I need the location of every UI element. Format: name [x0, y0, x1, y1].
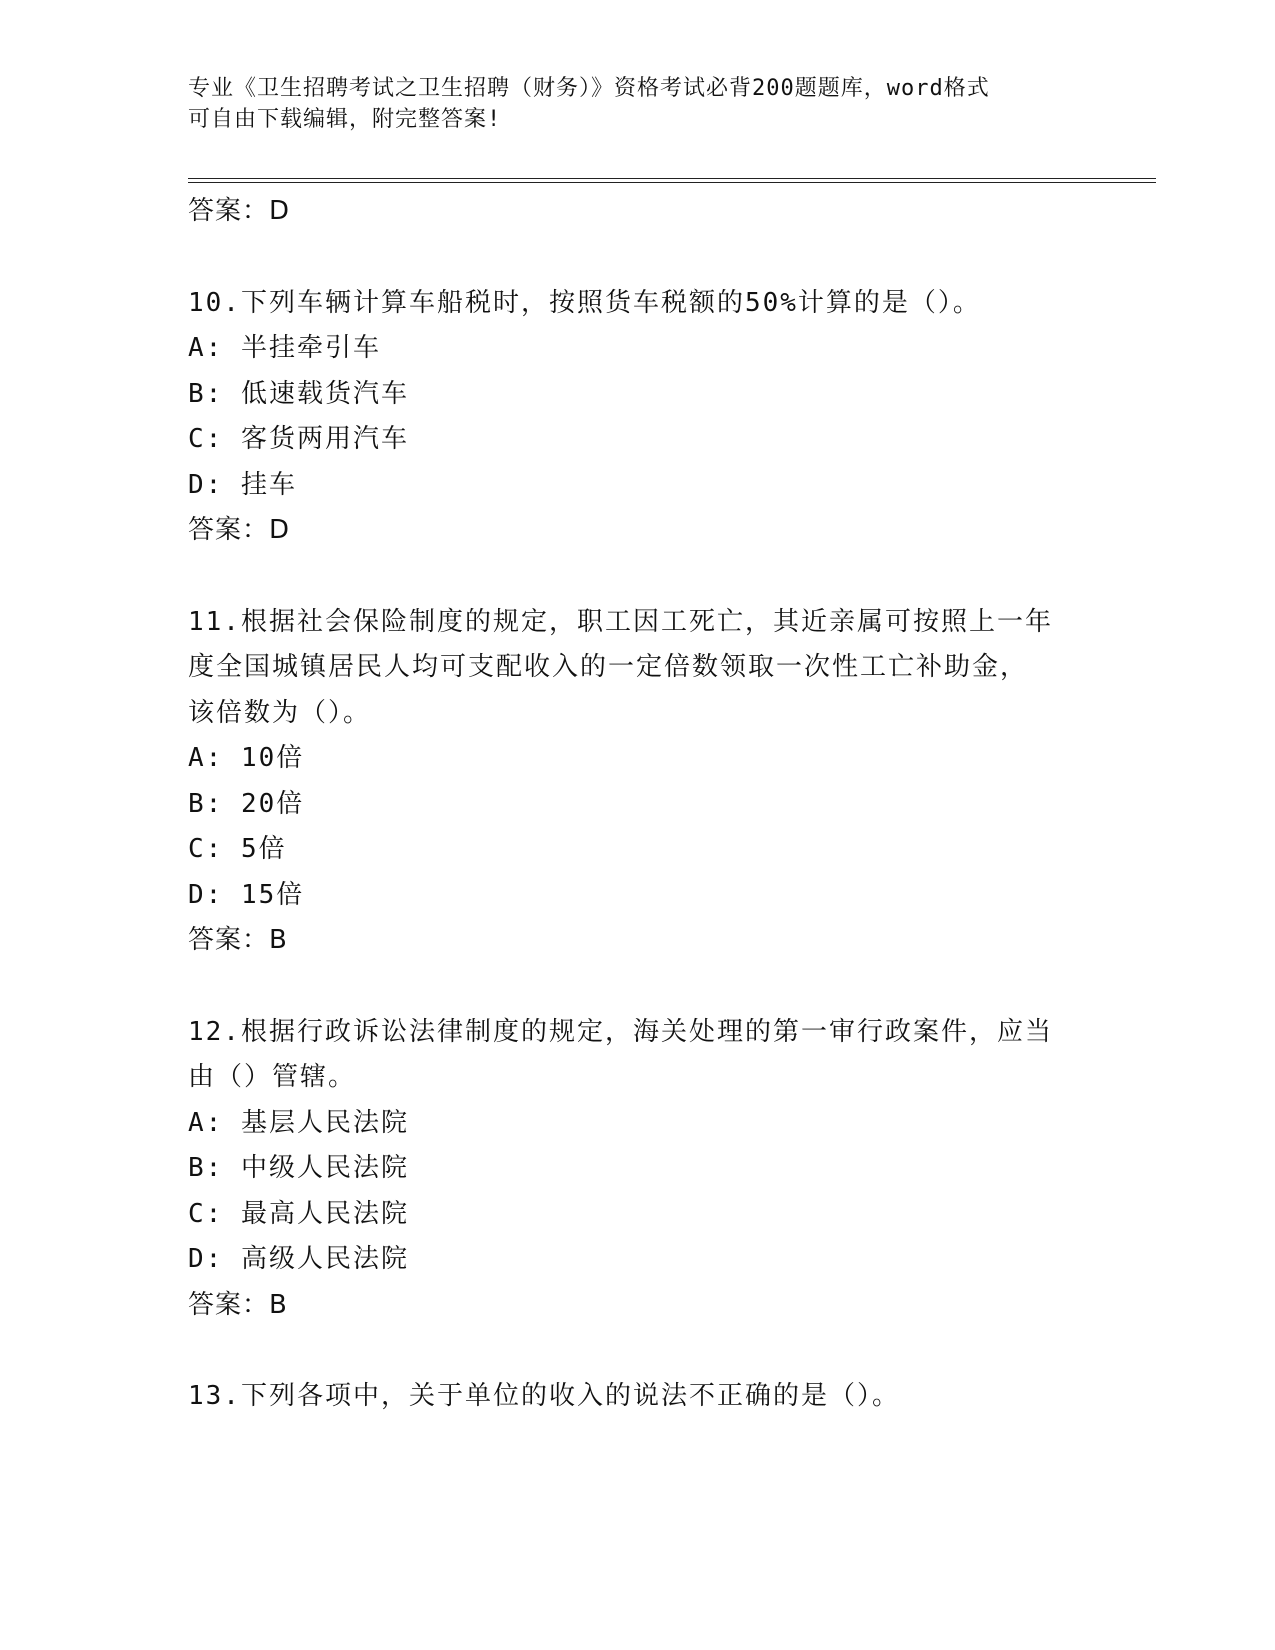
question-text: 度全国城镇居民人均可支配收入的一定倍数领取一次性工亡补助金，	[188, 652, 1029, 682]
question-text: 11.根据社会保险制度的规定，职工因工死亡，其近亲属可按照上一年	[188, 606, 1053, 637]
question-block	[188, 1374, 1088, 1420]
answer-line: 答案：B	[188, 1289, 288, 1320]
question-text: 13.下列各项中，关于单位的收入的说法不正确的是（）。	[188, 1381, 900, 1411]
option-d: D: 高级人民法院	[188, 1244, 409, 1274]
option-a: A: 基层人民法院	[188, 1107, 409, 1138]
question-text: 12.根据行政诉讼法律制度的规定，海关处理的第一审行政案件，应当	[188, 1016, 1053, 1047]
question-text: 该倍数为（）。	[188, 697, 372, 728]
option-d: D: 挂车	[188, 469, 297, 500]
header-line-2: 可自由下载编辑，附完整答案!	[188, 107, 502, 132]
question-block	[188, 281, 1088, 554]
header-line-1: 专业《卫生招聘考试之卫生招聘（财务）》资格考试必背200题题库，word格式	[188, 76, 990, 101]
answer-line: 答案：D	[188, 515, 291, 545]
question-text: 10.下列车辆计算车船税时，按照货车税额的50%计算的是（）。	[188, 287, 981, 318]
option-b: B: 低速载货汽车	[188, 378, 409, 409]
answer-line: 答案：D	[188, 196, 291, 226]
option-a: A: 10倍	[188, 743, 305, 773]
option-b: B: 20倍	[188, 788, 305, 819]
answer-line: 答案：B	[188, 925, 288, 955]
option-c: C: 最高人民法院	[188, 1198, 409, 1229]
option-c: C: 5倍	[188, 834, 287, 864]
question-block	[188, 1010, 1088, 1329]
option-d: D: 15倍	[188, 879, 305, 910]
option-a: A: 半挂牵引车	[188, 333, 381, 363]
header-divider	[188, 178, 1156, 183]
question-block	[188, 600, 1088, 964]
page-header	[188, 73, 1068, 135]
question-text: 由（）管辖。	[188, 1062, 357, 1092]
option-b: B: 中级人民法院	[188, 1153, 409, 1183]
question-list	[188, 189, 1088, 1420]
option-c: C: 客货两用汽车	[188, 424, 409, 454]
